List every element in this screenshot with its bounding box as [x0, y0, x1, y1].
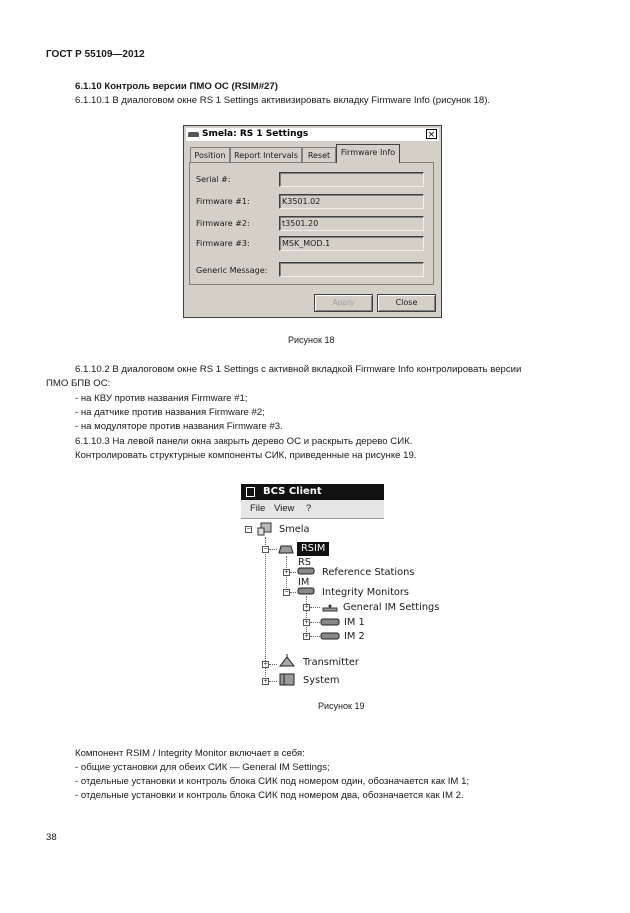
- tree-line: [269, 681, 277, 682]
- tree-line: [290, 572, 296, 573]
- paragraph-6-1-10-2-line2: ПМО БПВ ОС:: [46, 378, 111, 389]
- monitor-unit-icon: [320, 617, 340, 627]
- firmware-info-panel: [189, 162, 434, 285]
- menu-file[interactable]: File: [250, 503, 266, 514]
- list-item: - общие установки для обеих СИК — General IM Settings;: [75, 762, 330, 773]
- tab-report-intervals[interactable]: Report Intervals: [230, 147, 302, 162]
- tree-line: [310, 622, 320, 623]
- tree-node-reference-stations[interactable]: Reference Stations: [322, 567, 415, 578]
- expand-icon[interactable]: +: [284, 569, 289, 576]
- tab-firmware-info[interactable]: Firmware Info: [336, 144, 400, 163]
- tree-line: [310, 636, 320, 637]
- paragraph-6-1-10-2-line1: 6.1.10.2 В диалоговом окне RS 1 Settings с активной вкладкой Firmware Info контролировать версии: [75, 364, 522, 375]
- tree-line: [290, 592, 296, 593]
- firmware2-field: t3501.20: [279, 216, 424, 231]
- reference-station-icon: [297, 566, 315, 576]
- document-header: ГОСТ Р 55109—2012: [46, 49, 145, 60]
- tree-line: [269, 664, 277, 665]
- generic-message-label: Generic Message:: [196, 266, 268, 275]
- firmware3-label: Firmware #3:: [196, 239, 250, 248]
- collapse-icon[interactable]: −: [263, 546, 268, 553]
- list-item: - на модуляторе против названия Firmware #3.: [75, 421, 283, 432]
- generic-message-field: [279, 262, 424, 277]
- expand-icon[interactable]: +: [263, 678, 268, 685]
- list-item: - отдельные установки и контроль блока СИК под номером один, обозначается как IM 1;: [75, 776, 470, 787]
- serial-field: [279, 172, 424, 187]
- menu-view[interactable]: View: [274, 503, 295, 514]
- monitor-unit-icon: [320, 631, 340, 641]
- expand-icon[interactable]: +: [304, 633, 309, 640]
- tree-node-smela[interactable]: Smela: [279, 524, 310, 535]
- transmitter-icon: [278, 654, 296, 668]
- tree-line: [306, 596, 307, 638]
- apply-button[interactable]: Apply: [314, 294, 373, 312]
- dialog-titlebar: [186, 128, 439, 141]
- serial-label: Serial #:: [196, 175, 231, 184]
- figure18-caption: Рисунок 18: [288, 335, 335, 345]
- bcs-client-titlebar: [241, 484, 384, 500]
- expand-icon[interactable]: +: [263, 661, 268, 668]
- dialog-title: Smela: RS 1 Settings: [202, 129, 309, 139]
- section-heading: 6.1.10 Контроль версии ПМО ОС (RSIM#27): [75, 81, 278, 92]
- page-number: 38: [46, 832, 57, 843]
- firmware2-label: Firmware #2:: [196, 219, 250, 228]
- tree-node-transmitter[interactable]: Transmitter: [303, 657, 359, 668]
- component-intro: Компонент RSIM / Integrity Monitor включает в себя:: [75, 748, 305, 759]
- network-icon: [257, 522, 275, 536]
- paragraph-6-1-10-1: 6.1.10.1 В диалоговом окне RS 1 Settings активизировать вкладку Firmware Info (рисунок 18).: [75, 95, 491, 106]
- tree-node-im1[interactable]: IM 1: [344, 617, 365, 628]
- list-item: - отдельные установки и контроль блока СИК под номером два, обозначается как IM 2.: [75, 790, 464, 801]
- figure19-caption: Рисунок 19: [318, 701, 365, 711]
- tab-reset[interactable]: Reset: [302, 147, 336, 162]
- tree-line: [310, 607, 320, 608]
- collapse-icon[interactable]: −: [246, 526, 251, 533]
- tree-node-rsim[interactable]: RSIM: [297, 542, 329, 556]
- paragraph-6-1-10-3: 6.1.10.3 На левой панели окна закрыть дерево ОС и раскрыть дерево СИК.: [75, 436, 413, 447]
- bcs-menubar: [241, 500, 384, 519]
- settings-icon: [321, 602, 339, 612]
- expand-icon[interactable]: +: [304, 604, 309, 611]
- bcs-window-title: BCS Client: [263, 486, 322, 497]
- im-label: IM: [298, 577, 310, 588]
- expand-icon[interactable]: +: [304, 619, 309, 626]
- tree-node-system[interactable]: System: [303, 675, 340, 686]
- tree-line: [269, 549, 277, 550]
- integrity-monitor-icon: [297, 586, 315, 596]
- app-icon: [246, 487, 255, 497]
- list-item: - на КВУ против названия Firmware #1;: [75, 393, 248, 404]
- rsim-icon: [278, 543, 294, 555]
- tree-node-im2[interactable]: IM 2: [344, 631, 365, 642]
- firmware1-field: K3501.02: [279, 194, 424, 209]
- tree-node-integrity-monitors[interactable]: Integrity Monitors: [322, 587, 410, 598]
- rs-label: RS: [298, 557, 312, 568]
- close-icon[interactable]: ×: [427, 130, 436, 140]
- menu-help[interactable]: ?: [306, 503, 312, 514]
- tree-node-general-im-settings[interactable]: General IM Settings: [343, 602, 440, 613]
- close-button[interactable]: Close: [377, 294, 436, 312]
- firmware3-field: MSK_MOD.1: [279, 236, 424, 251]
- paragraph-figure19-ref: Контролировать структурные компоненты СИК, приведенные на рисунке 19.: [75, 450, 417, 461]
- tab-position[interactable]: Position: [190, 147, 230, 162]
- app-icon: [188, 132, 199, 137]
- rs1-settings-dialog: [183, 125, 442, 318]
- collapse-icon[interactable]: −: [284, 589, 289, 596]
- firmware1-label: Firmware #1:: [196, 197, 250, 206]
- list-item: - на датчике против названия Firmware #2;: [75, 407, 265, 418]
- system-icon: [278, 673, 296, 686]
